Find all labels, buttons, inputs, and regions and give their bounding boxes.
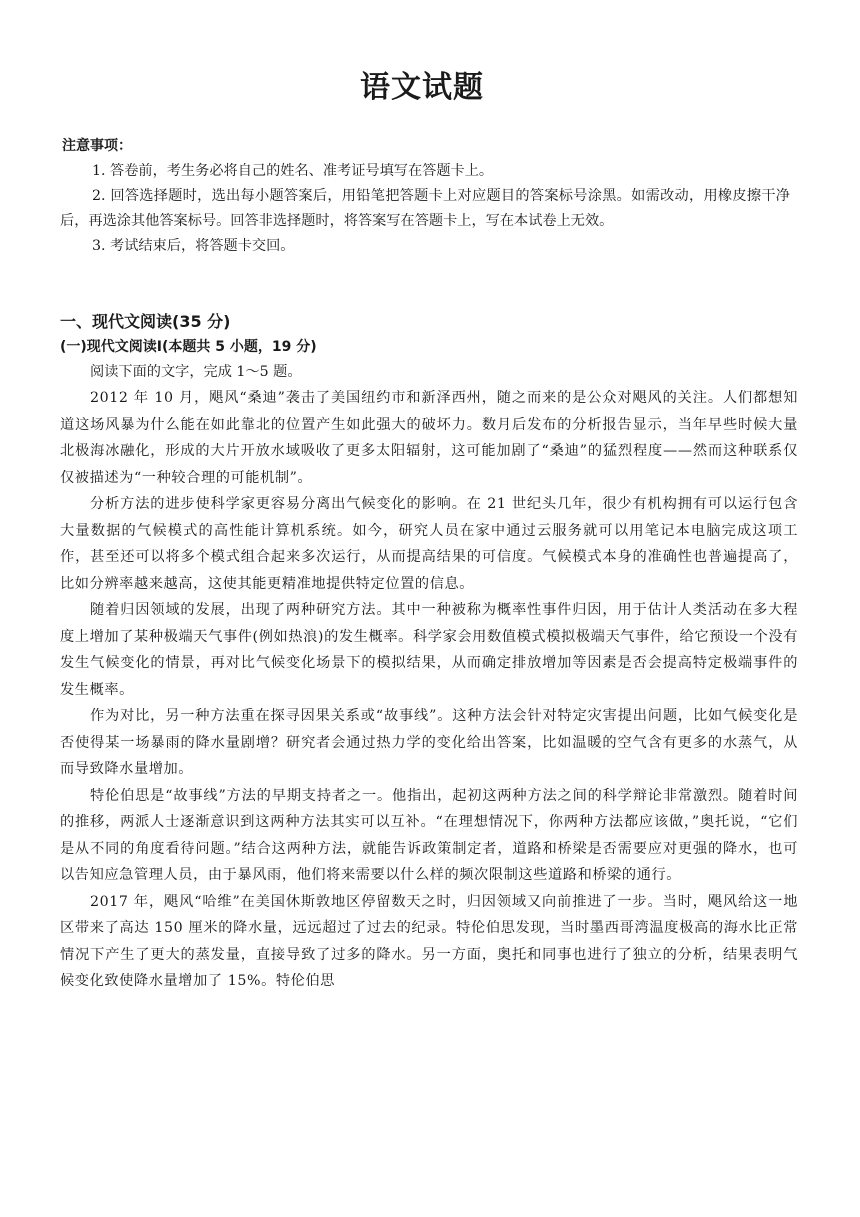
passage-paragraph: 2012 年 10 月，飓风“桑迪”袭击了美国纽约市和新泽西州，随之而来的是公众对飓风的关注。人们都想知道这场风暴为什么能在如此靠北的位置产生如此强大的破坏力。数月后发布的分析报告显示，当年早些时候大量北极海冰融化，形成的大片开放水域吸收了更多太阳辐射，这可能加剧了“桑迪”的猛烈程度——然而这种联系仅仅被描述为“一种较合理的可能机制”。 (60, 390, 798, 486)
reading-section (60, 309, 798, 995)
passage-paragraph: 分析方法的进步使科学家更容易分离出气候变化的影响。在 21 世纪头几年，很少有机构拥有可以运行包含大量数据的气候模式的高性能计算机系统。如今，研究人员在家中通过云服务就可以用笔记本电脑完成这项工作，甚至还可以将多个模式组合起来多次运行，从而提高结果的可信度。气候模式本身的准确性也普遍提高了，比如分辨率越来越高，这使其能更精准地提供特定位置的信息。 (60, 496, 798, 592)
page-title: 语文试题 (360, 70, 484, 105)
notice-heading: 注意事项： (62, 138, 132, 154)
notice-item-3: 3. 考试结束后，将答题卡交回。 (92, 238, 295, 254)
passage-paragraph: 作为对比，另一种方法重在探寻因果关系或“故事线”。这种方法会针对特定灾害提出问题，比如气候变化是否使得某一场暴雨的降水量剧增？研究者会通过热力学的变化给出答案，比如温暖的空气含有更多的水蒸气，从而导致降水量增加。 (60, 708, 798, 777)
passage-paragraph: 随着归因领域的发展，出现了两种研究方法。其中一种被称为概率性事件归因，用于估计人类活动在多大程度上增加了某种极端天气事件(例如热浪)的发生概率。科学家会用数值模式模拟极端天气事件，给它预设一个没有发生气候变化的情景，再对比气候变化场景下的模拟结果，从而确定排放增加等因素是否会提高特定极端事件的发生概率。 (60, 602, 798, 698)
passage-paragraph: 2017 年，飓风“哈维”在美国休斯敦地区停留数天之时，归因领域又向前推进了一步。当时，飓风给这一地区带来了高达 150 厘米的降水量，远远超过了过去的纪录。特伦伯思发现，当时墨西哥湾温度极高的海水比正常情况下产生了更大的蒸发量，直接导致了过多的降水。另一方面，奥托和同事也进行了独立的分析，结果表明气候变化致使降水量增加了 15%。特伦伯思 (60, 893, 798, 989)
section-heading: 一、现代文阅读(35 分) (60, 312, 231, 331)
notice-item-2: 2. 回答选择题时，选出每小题答案后，用铅笔把答题卡上对应题目的答案标号涂黑。如需改动，用橡皮擦干净后，再选涂其他答案标号。回答非选择题时，将答案写在答题卡上，写在本试卷上无效。 (60, 188, 790, 229)
passage-paragraph: 特伦伯思是“故事线”方法的早期支持者之一。他指出，起初这两种方法之间的科学辩论非常激烈。随着时间的推移，两派人士逐渐意识到这两种方法其实可以互补。“在理想情况下，你两种方法都应该做，”奥托说，“它们是从不同的角度看待问题。”结合这两种方法，就能告诉政策制定者，道路和桥梁是否需要应对更强的降水，也可以告知应急管理人员，由于暴风雨，他们将来需要以什么样的频次限制这些道路和桥梁的通行。 (60, 787, 798, 883)
notice-item-1: 1. 答卷前，考生务必将自己的姓名、准考证号填写在答题卡上。 (92, 163, 494, 179)
notice-block (60, 134, 790, 259)
reading-instruction: 阅读下面的文字，完成 1～5 题。 (90, 364, 302, 380)
sub-section-heading: (一)现代文阅读Ⅰ(本题共 5 小题，19 分) (60, 339, 317, 355)
